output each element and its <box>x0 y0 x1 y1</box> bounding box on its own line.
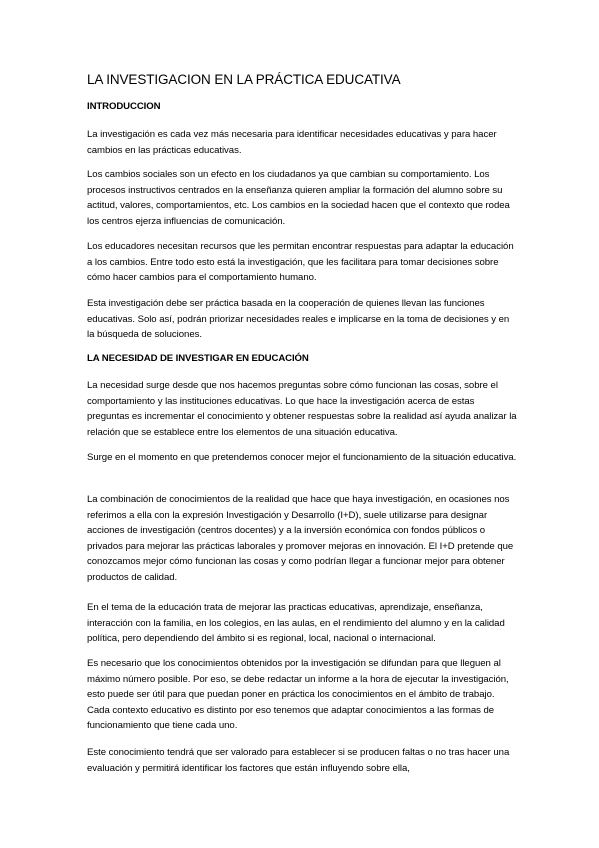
paragraph: Los educadores necesitan recursos que les permitan encontrar respuestas para adaptar la educación a los cambios. Entre todo esto está la investigación, que les facilitara para tomar decisiones sobre cómo hacer cambios para el comportamiento humano. <box>87 241 514 283</box>
paragraph: La investigación es cada vez más necesaria para identificar necesidades educativas y para hacer cambios en las prácticas educativas. <box>87 129 497 156</box>
paragraph: La necesidad surge desde que nos hacemos preguntas sobre cómo funcionan las cosas, sobre el comportamiento y las instituciones educativas. Lo que hace la investigación acerca de estas preguntas es incrementar el conocimiento y obtener respuestas sobre la realidad así ayuda analizar la relación que se establece entre los elementos de una situación educativa. <box>87 380 517 438</box>
paragraph: La combinación de conocimientos de la realidad que hace que haya investigación, en ocasiones nos referimos a ella con la expresión Investigación y Desarrollo (I+D), suele utilizarse para designar acciones de investigación (centros docentes) y a la inversión económica con fondos públicos o privados para mejorar las prácticas laborales y promover mejoras en innovación. El I+D pretende que conozcamos mejor cómo funcionan las cosas y como podrían llegar a funcionar mejor para obtener productos de calidad. <box>87 494 514 583</box>
paragraph: En el tema de la educación trata de mejorar las practicas educativas, aprendizaje, enseñanza, interacción con la familia, en los colegios, en las aulas, en el rendimiento del alumno y en la calidad política, pero dependiendo del ámbito si es regional, local, nacional o internacional. <box>87 602 505 644</box>
section-heading-introduccion: INTRODUCCION <box>87 101 161 112</box>
paragraph: Esta investigación debe ser práctica basada en la cooperación de quienes llevan las funciones educativas. Solo así, podrán priorizar necesidades reales e implicarse en la toma de decisiones y en la búsqueda de soluciones. <box>87 298 510 340</box>
paragraph: Es necesario que los conocimientos obtenidos por la investigación se difundan para que lleguen al máximo número posible. Por eso, se debe redactar un informe a la hora de ejecutar la investigación, esto puede ser útil para que puedan poner en práctica los conocimientos en el ámbito de trabajo. Cada contexto educativo es distinto por eso tenemos que adaptar conocimientos a las formas de funcionamiento que tiene cada uno. <box>87 658 509 731</box>
paragraph: Surge en el momento en que pretendemos conocer mejor el funcionamiento de la situación educativa. <box>87 452 517 463</box>
section-heading-necesidad: LA NECESIDAD DE INVESTIGAR EN EDUCACIÓN <box>87 353 309 364</box>
paragraph: Los cambios sociales son un efecto en los ciudadanos ya que cambian su comportamiento. Los procesos instructivos centrados en la enseñanza quieren ampliar la formación del alumno sobre su actitud, valores, comportamientos, etc. Los cambios en la sociedad hacen que el contexto que rodea los centros ejerza influencias de comunicación. <box>87 169 510 227</box>
paragraph: Este conocimiento tendrá que ser valorado para establecer si se producen faltas o no tras hacer una evaluación y permitirá identificar los factores que están influyendo sobre ella, <box>87 747 510 774</box>
document-title: LA INVESTIGACION EN LA PRÁCTICA EDUCATIVA <box>87 72 401 87</box>
